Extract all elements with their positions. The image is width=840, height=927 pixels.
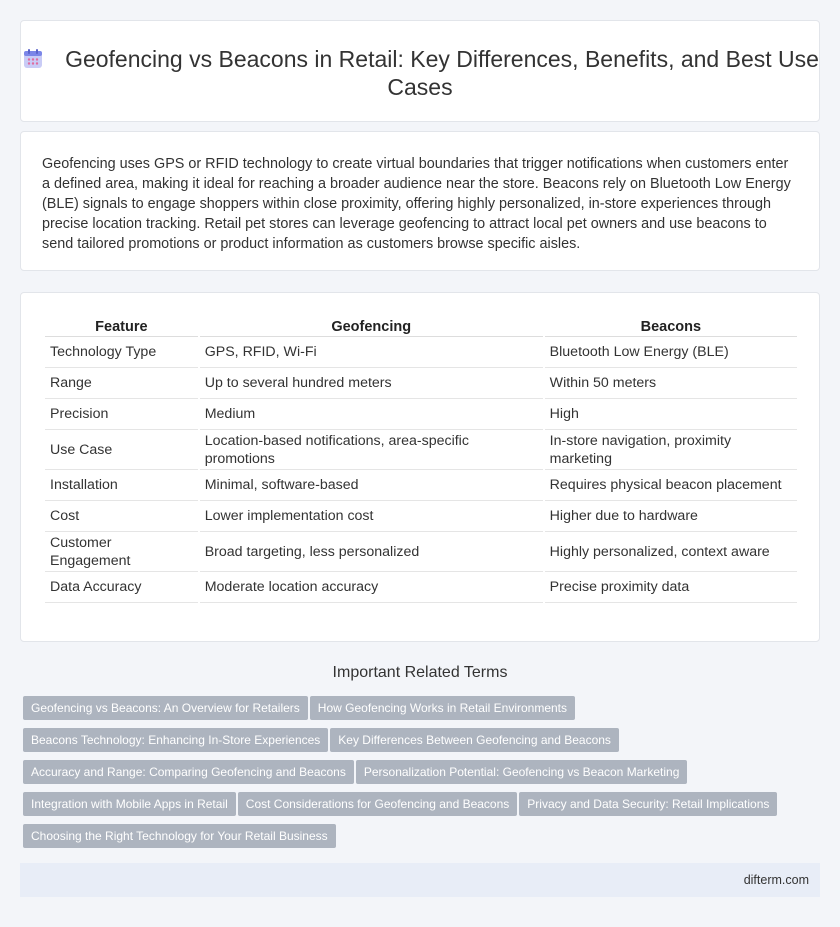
beacons-cell: Highly personalized, context aware [545, 532, 797, 572]
table-row [45, 430, 797, 470]
table-row [45, 368, 797, 399]
footer [20, 863, 820, 897]
header-beacons: Beacons [545, 315, 797, 337]
beacons-cell: Precise proximity data [545, 572, 797, 603]
feature-cell: Use Case [45, 430, 198, 470]
geofencing-cell: Moderate location accuracy [200, 572, 543, 603]
beacons-cell: Bluetooth Low Energy (BLE) [545, 337, 797, 368]
related-term-link[interactable]: Privacy and Data Security: Retail Implications [519, 792, 777, 816]
beacons-cell: Higher due to hardware [545, 501, 797, 532]
related-term-link[interactable]: How Geofencing Works in Retail Environments [310, 696, 575, 720]
related-term-link[interactable]: Cost Considerations for Geofencing and Beacons [238, 792, 518, 816]
header-card [20, 20, 820, 122]
feature-cell: Range [45, 368, 198, 399]
geofencing-cell: Medium [200, 399, 543, 430]
feature-cell: Technology Type [45, 337, 198, 368]
related-term-link[interactable]: Choosing the Right Technology for Your Retail Business [23, 824, 336, 848]
page-title-wrap [21, 45, 819, 101]
intro-paragraph: Geofencing uses GPS or RFID technology to create virtual boundaries that trigger notifications when customers enter a defined area, making it ideal for reaching a broader audience near the store. Beacons rely on Bluetooth Low Energy (BLE) signals to engage shoppers within close proximity, offering highly personalized, in-store experiences through precise location tracking. Retail pet stores can leverage geofencing to attract local pet owners and use beacons to send tailored promotions or product information as customers browse specific aisles. [42, 156, 791, 252]
feature-cell: Customer Engagement [45, 532, 198, 572]
comparison-card [20, 292, 820, 642]
geofencing-cell: Minimal, software-based [200, 470, 543, 501]
beacons-cell: In-store navigation, proximity marketing [545, 430, 797, 470]
table-row [45, 399, 797, 430]
header-geofencing: Geofencing [200, 315, 543, 337]
feature-cell: Precision [45, 399, 198, 430]
geofencing-cell: GPS, RFID, Wi-Fi [200, 337, 543, 368]
related-term-link[interactable]: Key Differences Between Geofencing and Beacons [330, 728, 619, 752]
header-feature: Feature [45, 315, 198, 337]
geofencing-cell: Broad targeting, less personalized [200, 532, 543, 572]
calendar-icon [21, 47, 45, 71]
related-term-link[interactable]: Integration with Mobile Apps in Retail [23, 792, 236, 816]
table-header-row [45, 315, 797, 337]
related-term-link[interactable]: Personalization Potential: Geofencing vs Beacon Marketing [356, 760, 688, 784]
feature-cell: Cost [45, 501, 198, 532]
table-row [45, 532, 797, 572]
geofencing-cell: Location-based notifications, area-specific promotions [200, 430, 543, 470]
related-term-link[interactable]: Beacons Technology: Enhancing In-Store Experiences [23, 728, 328, 752]
table-row [45, 470, 797, 501]
comparison-table [43, 315, 799, 603]
beacons-cell: Within 50 meters [545, 368, 797, 399]
related-term-link[interactable]: Accuracy and Range: Comparing Geofencing and Beacons [23, 760, 354, 784]
related-terms-heading: Important Related Terms [332, 664, 508, 681]
feature-cell: Installation [45, 470, 198, 501]
intro-card [20, 131, 820, 271]
related-terms-list [23, 696, 813, 856]
geofencing-cell: Lower implementation cost [200, 501, 543, 532]
geofencing-cell: Up to several hundred meters [200, 368, 543, 399]
table-row [45, 501, 797, 532]
page-title: Geofencing vs Beacons in Retail: Key Differences, Benefits, and Best Use Cases [65, 46, 819, 100]
table-row [45, 572, 797, 603]
table-row [45, 337, 797, 368]
related-term-link[interactable]: Geofencing vs Beacons: An Overview for Retailers [23, 696, 308, 720]
feature-cell: Data Accuracy [45, 572, 198, 603]
footer-site-link[interactable]: difterm.com [743, 873, 809, 887]
beacons-cell: Requires physical beacon placement [545, 470, 797, 501]
beacons-cell: High [545, 399, 797, 430]
